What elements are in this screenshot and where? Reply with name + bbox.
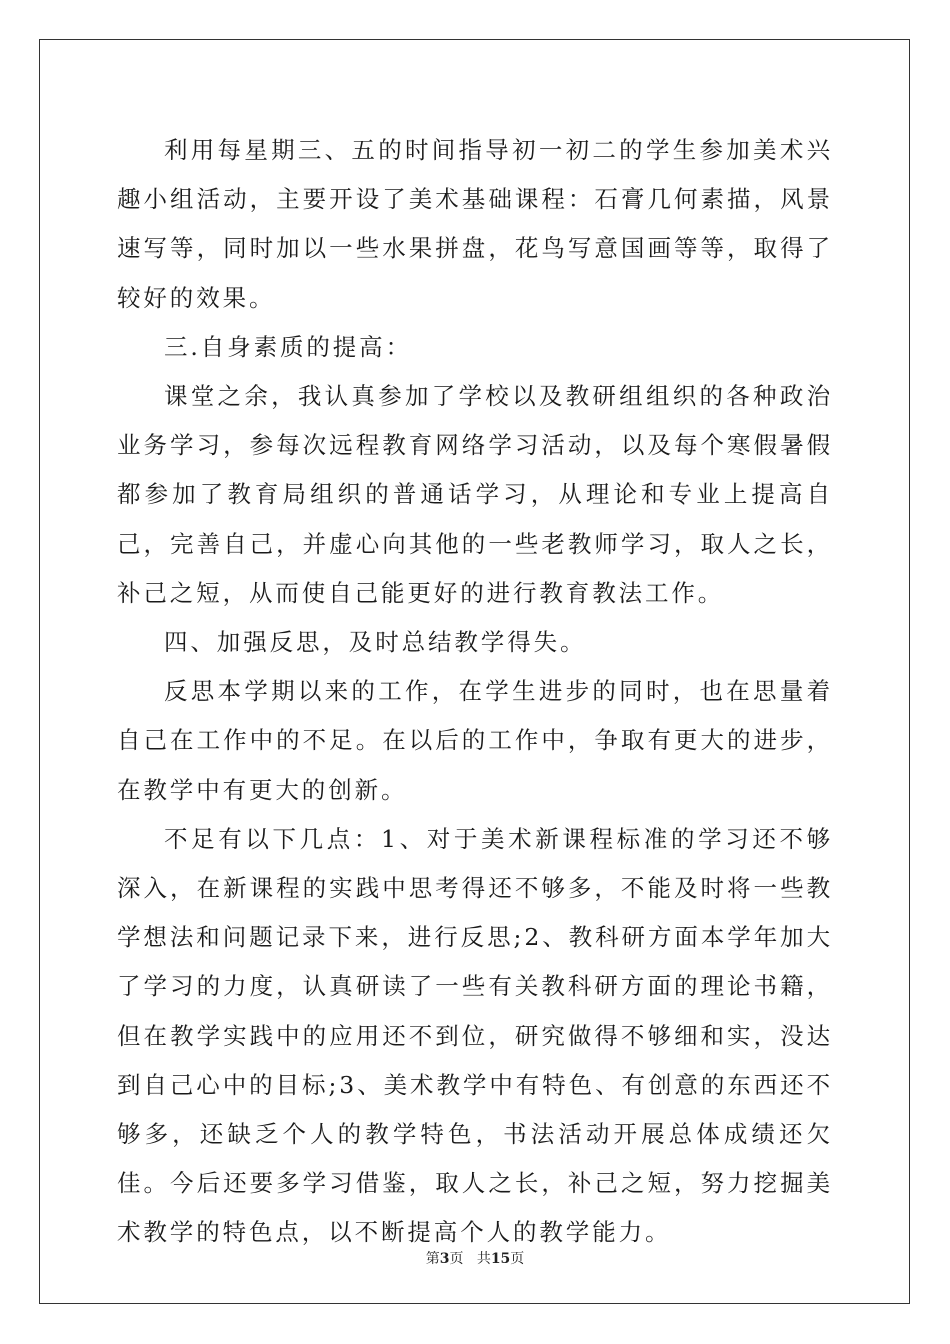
document-body — [117, 126, 833, 1258]
paragraph-reflection: 反思本学期以来的工作，在学生进步的同时，也在思量着自己在工作中的不足。在以后的工作中，争取有更大的进步，在教学中有更大的创新。 — [117, 677, 833, 804]
page-prefix: 第 — [425, 1251, 440, 1267]
paragraph-shortcomings: 不足有以下几点：1、对于美术新课程标准的学习还不够深入，在新课程的实践中思考得还不够多，不能及时将一些教学想法和问题记录下来，进行反思;2、教科研方面本学年加大了学习的力度，认真研读了一些有关教科研方面的理论书籍，但在教学实践中的应用还不到位，研究做得不够细和实，没达到自己心中的目标;3、美术教学中有特色、有创意的东西还不够多，还缺乏个人的教学特色，书法活动开展总体成绩还欠佳。今后还要多学习借鉴，取人之长，补己之短，努力挖掘美术教学的特色点，以不断提高个人的教学能力。 — [117, 824, 833, 1247]
total-prefix: 共 — [476, 1251, 491, 1267]
total-pages: 15 — [490, 1251, 511, 1267]
heading-self-improvement: 三.自身素质的提高： — [164, 332, 412, 361]
page-footer — [0, 1248, 950, 1268]
page-number: 3 — [439, 1251, 450, 1267]
page-suffix: 页 — [449, 1251, 464, 1267]
paragraph-study: 课堂之余，我认真参加了学校以及教研组组织的各种政治业务学习，参每次远程教育网络学习活动，以及每个寒假暑假都参加了教育局组织的普通话学习，从理论和专业上提高自己，完善自己，并虚心向其他的一些老教师学习，取人之长，补己之短，从而使自己能更好的进行教育教法工作。 — [117, 382, 833, 607]
total-suffix: 页 — [510, 1251, 525, 1267]
heading-reflection: 四、加强反思，及时总结教学得失。 — [164, 628, 587, 657]
paragraph-interest-group: 利用每星期三、五的时间指导初一初二的学生参加美术兴趣小组活动，主要开设了美术基础课程：石膏几何素描，风景速写等，同时加以一些水果拼盘，花鸟写意国画等等，取得了较好的效果。 — [117, 136, 833, 312]
